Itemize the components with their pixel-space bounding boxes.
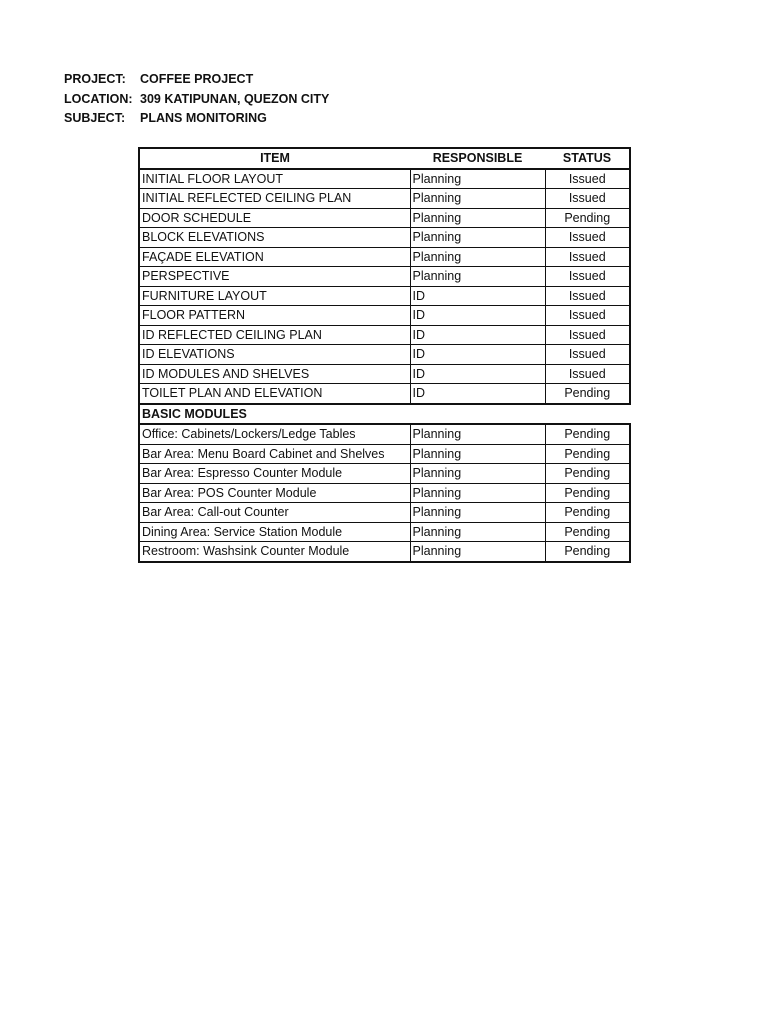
table-row [139, 464, 630, 484]
responsible-cell: Planning [410, 444, 545, 464]
status-cell: Issued [545, 267, 630, 287]
group-header-row [139, 404, 630, 425]
responsible-cell: Planning [410, 189, 545, 209]
project-value: COFFEE PROJECT [140, 72, 254, 86]
item-cell: Office: Cabinets/Lockers/Ledge Tables [139, 424, 410, 444]
project-label: PROJECT: [64, 72, 126, 86]
item-cell: BLOCK ELEVATIONS [139, 228, 410, 248]
table-row [139, 306, 630, 326]
item-cell: ID REFLECTED CEILING PLAN [139, 325, 410, 345]
status-cell: Pending [545, 542, 630, 562]
status-cell: Issued [545, 189, 630, 209]
responsible-cell: Planning [410, 542, 545, 562]
item-cell: INITIAL REFLECTED CEILING PLAN [139, 189, 410, 209]
item-cell: Bar Area: Menu Board Cabinet and Shelves [139, 444, 410, 464]
item-cell: Dining Area: Service Station Module [139, 522, 410, 542]
responsible-cell: Planning [410, 247, 545, 267]
table-header-row [139, 148, 630, 169]
location-value: 309 KATIPUNAN, QUEZON CITY [140, 91, 330, 106]
status-cell: Pending [545, 464, 630, 484]
item-cell: TOILET PLAN AND ELEVATION [139, 384, 410, 404]
responsible-cell: Planning [410, 267, 545, 287]
column-header-item: ITEM [139, 148, 410, 169]
status-cell: Pending [545, 208, 630, 228]
status-cell: Pending [545, 424, 630, 444]
table-row [139, 267, 630, 287]
status-cell: Issued [545, 345, 630, 365]
subject-value: PLANS MONITORING [140, 111, 267, 125]
item-cell: INITIAL FLOOR LAYOUT [139, 169, 410, 189]
responsible-cell: Planning [410, 503, 545, 523]
table-row [139, 522, 630, 542]
status-cell: Pending [545, 483, 630, 503]
item-cell: Bar Area: POS Counter Module [139, 483, 410, 503]
status-cell: Issued [545, 228, 630, 248]
group-rows [139, 424, 630, 562]
table-row [139, 228, 630, 248]
item-cell: Restroom: Washsink Counter Module [139, 542, 410, 562]
group-label: BASIC MODULES [139, 404, 630, 425]
subject-row [64, 109, 329, 129]
table-row [139, 503, 630, 523]
responsible-cell: Planning [410, 228, 545, 248]
location-label: LOCATION: [64, 91, 133, 106]
table-row [139, 542, 630, 562]
responsible-cell: Planning [410, 483, 545, 503]
responsible-cell: ID [410, 364, 545, 384]
responsible-cell: Planning [410, 464, 545, 484]
responsible-cell: ID [410, 325, 545, 345]
item-cell: DOOR SCHEDULE [139, 208, 410, 228]
responsible-cell: Planning [410, 522, 545, 542]
status-cell: Issued [545, 325, 630, 345]
responsible-cell: ID [410, 345, 545, 365]
item-cell: FURNITURE LAYOUT [139, 286, 410, 306]
status-cell: Issued [545, 247, 630, 267]
item-cell: ID MODULES AND SHELVES [139, 364, 410, 384]
status-cell: Issued [545, 306, 630, 326]
status-cell: Issued [545, 286, 630, 306]
table-row [139, 189, 630, 209]
item-cell: Bar Area: Call-out Counter [139, 503, 410, 523]
table-row [139, 325, 630, 345]
responsible-cell: Planning [410, 208, 545, 228]
document-header [64, 70, 329, 129]
item-cell: FAÇADE ELEVATION [139, 247, 410, 267]
table-row [139, 247, 630, 267]
project-row [64, 70, 329, 90]
status-cell: Issued [545, 169, 630, 189]
column-header-status: STATUS [545, 148, 630, 169]
status-cell: Pending [545, 444, 630, 464]
table-row [139, 424, 630, 444]
item-cell: Bar Area: Espresso Counter Module [139, 464, 410, 484]
table-row [139, 169, 630, 189]
main-rows [139, 169, 630, 404]
status-cell: Issued [545, 364, 630, 384]
responsible-cell: ID [410, 306, 545, 326]
location-row [64, 90, 329, 110]
table-row [139, 483, 630, 503]
item-cell: PERSPECTIVE [139, 267, 410, 287]
table-row [139, 444, 630, 464]
column-header-responsible: RESPONSIBLE [410, 148, 545, 169]
subject-label: SUBJECT: [64, 111, 126, 125]
status-cell: Pending [545, 503, 630, 523]
table-row [139, 364, 630, 384]
plans-monitoring-table [138, 147, 631, 563]
responsible-cell: Planning [410, 169, 545, 189]
status-cell: Pending [545, 384, 630, 404]
responsible-cell: ID [410, 384, 545, 404]
status-cell: Pending [545, 522, 630, 542]
table-row [139, 208, 630, 228]
table-row [139, 286, 630, 306]
item-cell: FLOOR PATTERN [139, 306, 410, 326]
table-row [139, 384, 630, 404]
responsible-cell: ID [410, 286, 545, 306]
item-cell: ID ELEVATIONS [139, 345, 410, 365]
responsible-cell: Planning [410, 424, 545, 444]
table-row [139, 345, 630, 365]
